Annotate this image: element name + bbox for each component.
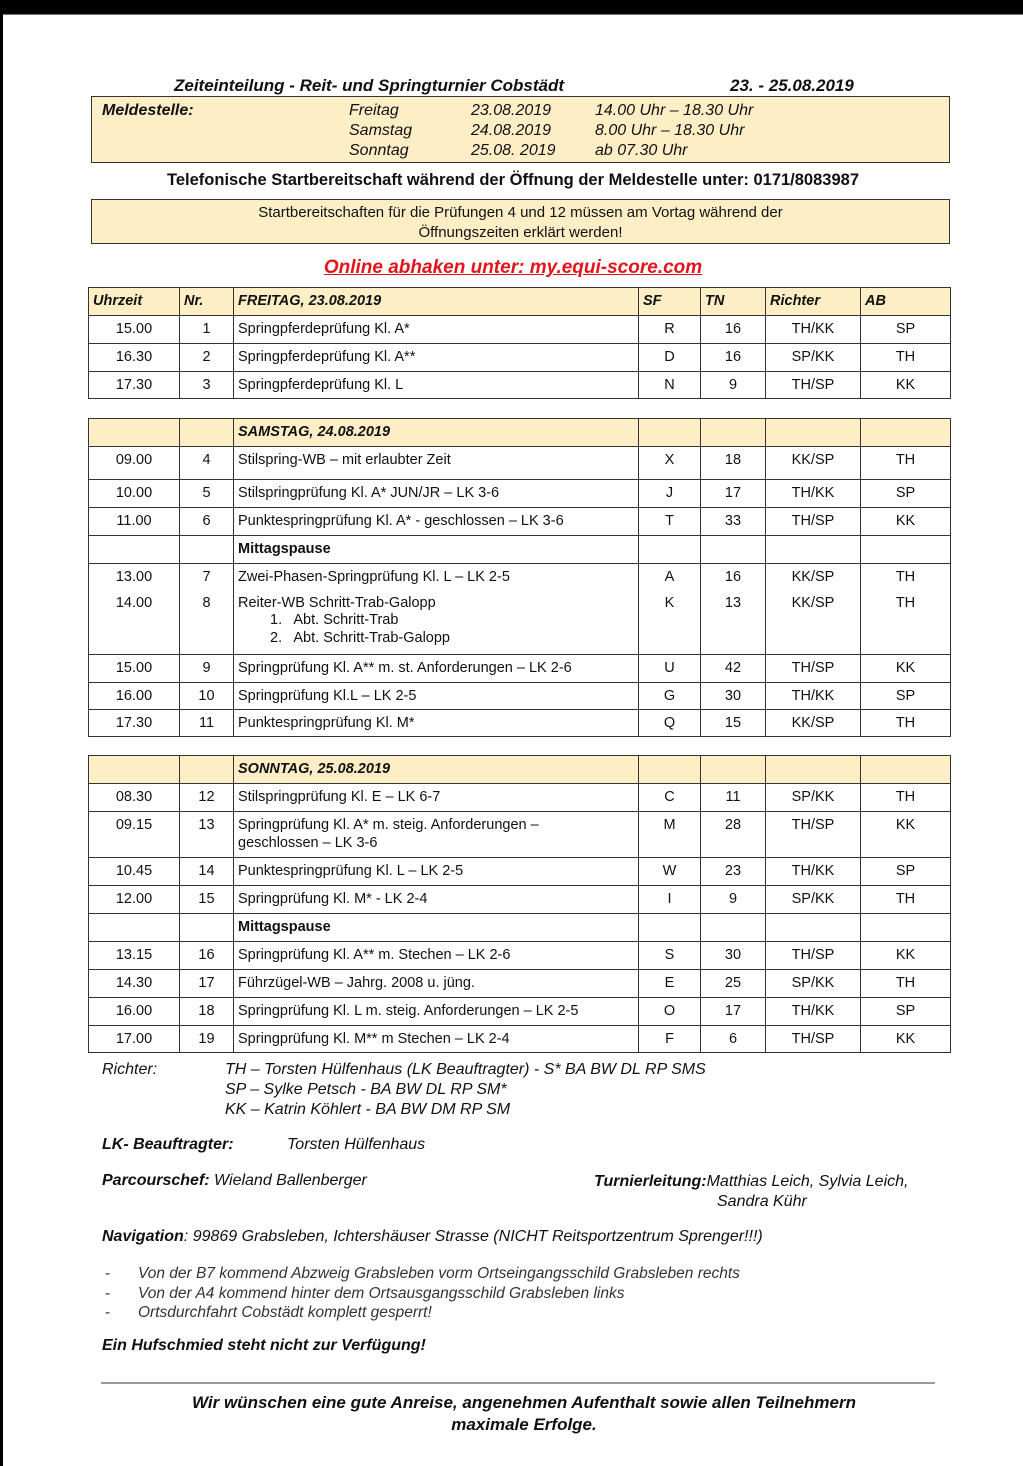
richter: SP/KK: [766, 344, 861, 372]
richter: KK/SP: [766, 447, 861, 480]
judge-kk: KK – Katrin Köhlert - BA BW DM RP SM: [225, 1101, 511, 1118]
sunday-table: [88, 755, 951, 1053]
nr: 4: [180, 447, 234, 480]
division-2: 2. Abt. Schritt-Trab-Galopp: [270, 629, 450, 646]
table-row: [89, 683, 951, 710]
day: Sonntag: [349, 142, 409, 159]
parcourschef: [102, 1172, 367, 1190]
ab: TH: [861, 970, 951, 998]
richter: TH/SP: [766, 372, 861, 399]
navigation-value: : 99869 Grabsleben, Ichtershäuser Strasse (NICHT Reitsportzentrum Sprenger!!!): [183, 1228, 763, 1245]
tn: 30: [701, 942, 766, 970]
closing-message: [99, 1392, 949, 1436]
date: 25.08. 2019: [471, 142, 556, 159]
table-row: [89, 564, 951, 591]
hours: 14.00 Uhr – 18.30 Uhr: [595, 102, 754, 119]
time: 10.45: [89, 858, 180, 886]
tn: 16: [701, 316, 766, 344]
empty-cell: [89, 536, 180, 564]
day-heading: FREITAG, 23.08.2019: [234, 288, 639, 316]
tn: 13: [701, 591, 766, 655]
nr: 8: [180, 591, 234, 655]
table-row: [89, 316, 951, 344]
competition-title-line-2: geschlossen – LK 3-6: [238, 834, 378, 851]
competition: Springpferdeprüfung Kl. L: [234, 372, 639, 399]
competition: Stilspringprüfung Kl. E – LK 6-7: [234, 784, 639, 812]
friday-table: [88, 287, 951, 399]
empty-cell: [180, 536, 234, 564]
nr: 19: [180, 1026, 234, 1053]
competition: Springprüfung Kl. A** m. st. Anforderungen – LK 2-6: [234, 655, 639, 683]
navigation: [102, 1228, 763, 1246]
sf: D: [639, 344, 701, 372]
ab: TH: [861, 344, 951, 372]
sf: U: [639, 655, 701, 683]
ab: KK: [861, 812, 951, 858]
nr: 16: [180, 942, 234, 970]
time: 12.00: [89, 886, 180, 914]
ab: TH: [861, 564, 951, 591]
empty-cell: [701, 419, 766, 447]
time: 16.30: [89, 344, 180, 372]
time: 09.00: [89, 447, 180, 480]
navigation-label: Navigation: [102, 1228, 184, 1245]
tn: 17: [701, 998, 766, 1026]
parcourschef-label: Parcourschef:: [102, 1172, 210, 1189]
time: 14.30: [89, 970, 180, 998]
richter: TH/KK: [766, 683, 861, 710]
ab: SP: [861, 998, 951, 1026]
turnierleitung-label: Turnierleitung:: [594, 1173, 707, 1190]
direction-text: Von der A4 kommend hinter dem Ortsausgangsschild Grabsleben links: [138, 1284, 625, 1302]
tn: 30: [701, 683, 766, 710]
tn: 16: [701, 344, 766, 372]
break-row: [89, 536, 951, 564]
closing-line-2: maximale Erfolge.: [451, 1415, 597, 1434]
lk-label: LK- Beauftragter:: [102, 1136, 234, 1153]
empty-cell: [766, 419, 861, 447]
meldestelle-box: [91, 96, 950, 163]
competition: Stilspring-WB – mit erlaubter Zeit: [234, 447, 639, 480]
nr: 12: [180, 784, 234, 812]
tn: 25: [701, 970, 766, 998]
lk-value: Torsten Hülfenhaus: [287, 1136, 426, 1153]
competition: Punktespringprüfung Kl. A* - geschlossen – LK 3-6: [234, 508, 639, 536]
table-row: [89, 1026, 951, 1053]
time: 08.30: [89, 784, 180, 812]
ab: KK: [861, 1026, 951, 1053]
meldestelle-line: [349, 122, 909, 142]
direction-item: [102, 1284, 740, 1304]
ab: KK: [861, 372, 951, 399]
table-row: [89, 508, 951, 536]
table-row: [89, 372, 951, 399]
richter: KK/SP: [766, 564, 861, 591]
online-link[interactable]: Online abhaken unter: my.equi-score.com: [323, 257, 703, 278]
directions-list: [102, 1264, 740, 1323]
direction-item: [102, 1264, 740, 1284]
nr: 10: [180, 683, 234, 710]
sf: K: [639, 591, 701, 655]
nr: 5: [180, 480, 234, 508]
sf: T: [639, 508, 701, 536]
empty-cell: [180, 756, 234, 784]
empty-cell: [639, 914, 701, 942]
competition: Punktespringprüfung Kl. L – LK 2-5: [234, 858, 639, 886]
tn: 16: [701, 564, 766, 591]
sf: Q: [639, 710, 701, 737]
richter: TH/KK: [766, 998, 861, 1026]
lunch-break: Mittagspause: [234, 914, 639, 942]
empty-cell: [766, 536, 861, 564]
empty-cell: [701, 914, 766, 942]
direction-text: Ortsdurchfahrt Cobstädt komplett gesperrt!: [138, 1304, 432, 1321]
empty-cell: [701, 756, 766, 784]
meldestelle-line: [349, 102, 909, 122]
tn: 15: [701, 710, 766, 737]
nr: 2: [180, 344, 234, 372]
farrier-notice: Ein Hufschmied steht nicht zur Verfügung!: [102, 1337, 426, 1354]
turnierleitung-value-2: Sandra Kühr: [717, 1193, 807, 1210]
ab: KK: [861, 655, 951, 683]
tn: 9: [701, 372, 766, 399]
nr: 18: [180, 998, 234, 1026]
bullet-dash-icon: -: [105, 1265, 111, 1282]
sf: E: [639, 970, 701, 998]
start-notice-box: [91, 199, 950, 244]
divider: [101, 1382, 935, 1384]
notice-line-2: Öffnungszeiten erklärt werden!: [418, 224, 623, 241]
richter: TH/KK: [766, 316, 861, 344]
empty-cell: [639, 419, 701, 447]
table-row: [89, 970, 951, 998]
time: 17.30: [89, 372, 180, 399]
ab: SP: [861, 316, 951, 344]
day-heading: SONNTAG, 25.08.2019: [234, 756, 639, 784]
tn: 17: [701, 480, 766, 508]
table-row: [89, 655, 951, 683]
table-row: [89, 812, 951, 858]
sf: I: [639, 886, 701, 914]
date: 24.08.2019: [471, 122, 552, 139]
empty-cell: [89, 419, 180, 447]
ab: SP: [861, 683, 951, 710]
judge-sp: SP – Sylke Petsch - BA BW DL RP SM*: [225, 1081, 507, 1098]
nr: 15: [180, 886, 234, 914]
nr: 7: [180, 564, 234, 591]
ab: TH: [861, 784, 951, 812]
competition: Stilspringprüfung Kl. A* JUN/JR – LK 3-6: [234, 480, 639, 508]
nr: 14: [180, 858, 234, 886]
competition: Zwei-Phasen-Springprüfung Kl. L – LK 2-5: [234, 564, 639, 591]
time: 15.00: [89, 655, 180, 683]
time: 15.00: [89, 316, 180, 344]
empty-cell: [89, 914, 180, 942]
col-header-richter: Richter: [766, 288, 861, 316]
col-header-sf: SF: [639, 288, 701, 316]
time: 17.00: [89, 1026, 180, 1053]
lk-beauftragter: [102, 1136, 426, 1154]
richter: TH/KK: [766, 480, 861, 508]
event-dates: 23. - 25.08.2019: [730, 76, 854, 95]
direction-item: [102, 1303, 740, 1323]
empty-cell: [701, 536, 766, 564]
competition: Springpferdeprüfung Kl. A*: [234, 316, 639, 344]
lunch-break: Mittagspause: [234, 536, 639, 564]
empty-cell: [639, 536, 701, 564]
competition: [234, 812, 639, 858]
document-page: [3, 14, 1023, 1466]
judge-th: TH – Torsten Hülfenhaus (LK Beauftragter) - S* BA BW DL RP SMS: [225, 1061, 706, 1078]
phone-notice: Telefonische Startbereitschaft während der Öffnung der Meldestelle unter: 0171/8083987: [167, 171, 859, 189]
time: 16.00: [89, 998, 180, 1026]
competition: Punktespringprüfung Kl. M*: [234, 710, 639, 737]
time: 14.00: [89, 591, 180, 655]
sf: C: [639, 784, 701, 812]
richter: SP/KK: [766, 886, 861, 914]
col-header-ab: AB: [861, 288, 951, 316]
tn: 33: [701, 508, 766, 536]
meldestelle-label: Meldestelle:: [102, 102, 194, 119]
table-row: [89, 942, 951, 970]
competition: Springprüfung Kl. L m. steig. Anforderungen – LK 2-5: [234, 998, 639, 1026]
bullet-dash-icon: -: [105, 1284, 111, 1302]
nr: 1: [180, 316, 234, 344]
ab: SP: [861, 858, 951, 886]
richter: TH/KK: [766, 858, 861, 886]
nr: 6: [180, 508, 234, 536]
table-row: [89, 447, 951, 480]
nr: 11: [180, 710, 234, 737]
col-header-nr: Nr.: [180, 288, 234, 316]
document-title: Zeiteinteilung - Reit- und Springturnier Cobstädt: [174, 76, 565, 95]
empty-cell: [180, 914, 234, 942]
sf: X: [639, 447, 701, 480]
sf: O: [639, 998, 701, 1026]
table-row: [89, 344, 951, 372]
table-row: [89, 710, 951, 737]
saturday-table: [88, 418, 951, 737]
empty-cell: [861, 419, 951, 447]
tn: 18: [701, 447, 766, 480]
day-heading: SAMSTAG, 24.08.2019: [234, 419, 639, 447]
judges-label: Richter:: [102, 1061, 158, 1078]
closing-line-1: Wir wünschen eine gute Anreise, angenehmen Aufenthalt sowie allen Teilnehmern: [192, 1393, 856, 1412]
richter: TH/SP: [766, 812, 861, 858]
competition: Springprüfung Kl. M** m Stechen – LK 2-4: [234, 1026, 639, 1053]
empty-cell: [861, 756, 951, 784]
richter: KK/SP: [766, 710, 861, 737]
table-row: [89, 480, 951, 508]
competition: Führzügel-WB – Jahrg. 2008 u. jüng.: [234, 970, 639, 998]
table-row: [89, 858, 951, 886]
nr: 9: [180, 655, 234, 683]
tn: 23: [701, 858, 766, 886]
hours: 8.00 Uhr – 18.30 Uhr: [595, 122, 745, 139]
sf: G: [639, 683, 701, 710]
sf: W: [639, 858, 701, 886]
richter: SP/KK: [766, 784, 861, 812]
competition: Springprüfung Kl. M* - LK 2-4: [234, 886, 639, 914]
date: 23.08.2019: [471, 102, 552, 119]
sf: R: [639, 316, 701, 344]
richter: SP/KK: [766, 970, 861, 998]
empty-cell: [180, 419, 234, 447]
richter: TH/SP: [766, 942, 861, 970]
division-1: 1. Abt. Schritt-Trab: [270, 612, 399, 628]
ab: TH: [861, 886, 951, 914]
tn: 6: [701, 1026, 766, 1053]
ab: TH: [861, 591, 951, 655]
nr: 3: [180, 372, 234, 399]
empty-cell: [766, 914, 861, 942]
empty-cell: [861, 536, 951, 564]
time: 16.00: [89, 683, 180, 710]
tn: 11: [701, 784, 766, 812]
sf: N: [639, 372, 701, 399]
day: Freitag: [349, 102, 399, 119]
time: 10.00: [89, 480, 180, 508]
meldestelle-line: [349, 142, 909, 162]
nr: 13: [180, 812, 234, 858]
sf: S: [639, 942, 701, 970]
competition: Springprüfung Kl.L – LK 2-5: [234, 683, 639, 710]
ab: SP: [861, 480, 951, 508]
day: Samstag: [349, 122, 413, 139]
competition: Springpferdeprüfung Kl. A**: [234, 344, 639, 372]
notice-line-1: Startbereitschaften für die Prüfungen 4 und 12 müssen am Vortag während der: [258, 204, 783, 221]
empty-cell: [766, 756, 861, 784]
parcourschef-value: Wieland Ballenberger: [214, 1172, 367, 1189]
empty-cell: [639, 756, 701, 784]
richter: TH/SP: [766, 1026, 861, 1053]
time: 11.00: [89, 508, 180, 536]
break-row: [89, 914, 951, 942]
hours: ab 07.30 Uhr: [595, 142, 688, 159]
table-row: [89, 886, 951, 914]
ab: KK: [861, 508, 951, 536]
competition: Springprüfung Kl. A** m. Stechen – LK 2-6: [234, 942, 639, 970]
ab: TH: [861, 447, 951, 480]
competition: [234, 591, 639, 655]
bullet-dash-icon: -: [105, 1304, 111, 1321]
table-row: [89, 784, 951, 812]
empty-cell: [861, 914, 951, 942]
col-header-tn: TN: [701, 288, 766, 316]
richter: TH/SP: [766, 655, 861, 683]
competition-title-line-1: Springprüfung Kl. A* m. steig. Anforderungen –: [238, 817, 539, 833]
empty-cell: [89, 756, 180, 784]
col-header-time: Uhrzeit: [89, 288, 180, 316]
time: 13.15: [89, 942, 180, 970]
tn: 28: [701, 812, 766, 858]
richter: KK/SP: [766, 591, 861, 655]
ab: TH: [861, 710, 951, 737]
ab: KK: [861, 942, 951, 970]
time: 13.00: [89, 564, 180, 591]
table-row: [89, 998, 951, 1026]
table-row: [89, 591, 951, 655]
sf: A: [639, 564, 701, 591]
richter: TH/SP: [766, 508, 861, 536]
time: 09.15: [89, 812, 180, 858]
time: 17.30: [89, 710, 180, 737]
sf: F: [639, 1026, 701, 1053]
sf: M: [639, 812, 701, 858]
turnierleitung: [594, 1172, 908, 1212]
tn: 42: [701, 655, 766, 683]
nr: 17: [180, 970, 234, 998]
turnierleitung-value-1: Matthias Leich, Sylvia Leich,: [706, 1173, 909, 1190]
sf: J: [639, 480, 701, 508]
competition-title: Reiter-WB Schritt-Trab-Galopp: [238, 594, 436, 611]
tn: 9: [701, 886, 766, 914]
direction-text: Von der B7 kommend Abzweig Grabsleben vorm Ortseingangsschild Grabsleben rechts: [138, 1265, 740, 1282]
